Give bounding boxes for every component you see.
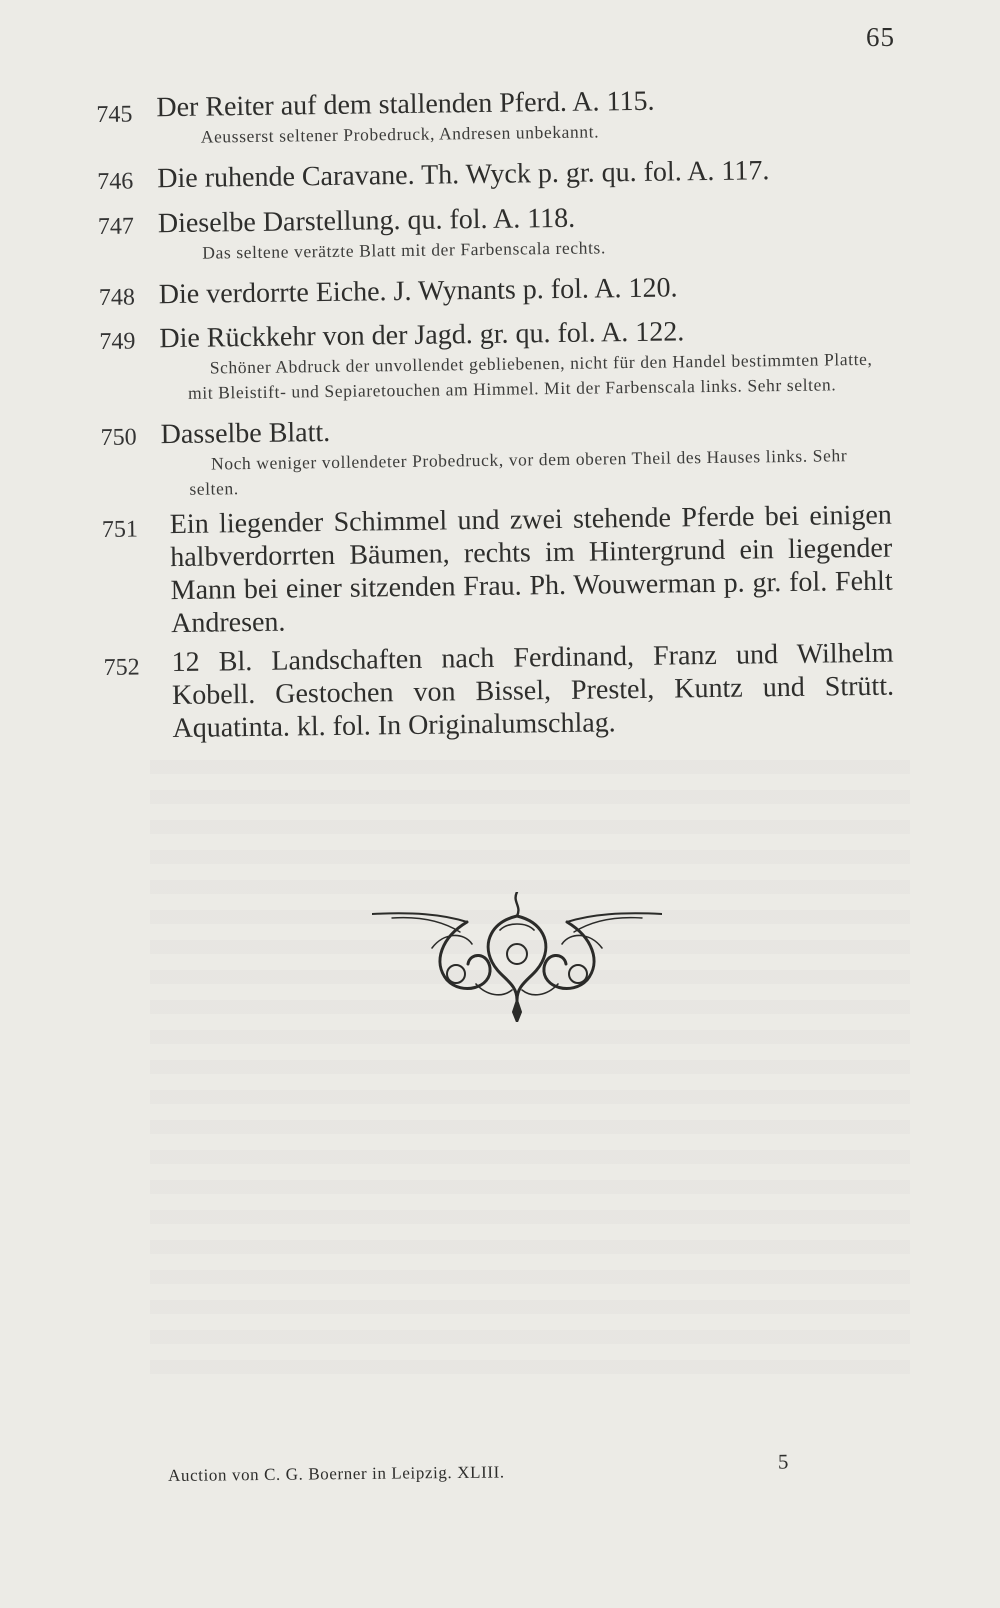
lot-title: 12 Bl. Landschaften nach Ferdinand, Franz und Wilhelm Kobell. Gestochen von Bissel, Prestel, Kuntz und Strütt. Aquatinta. kl. fol. In Originalumschlag.: [171, 637, 895, 745]
signature-mark: 5: [777, 1449, 790, 1474]
lot-title: Dasselbe Blatt.: [160, 416, 331, 451]
catalogue-entry-748: [99, 268, 909, 313]
lot-note: Das seltene verätzte Blatt mit der Farbenscala rechts.: [202, 237, 607, 263]
lot-title: Ein liegender Schimmel und zwei stehende Pferde bei einigen halbverdorrten Bäumen, rechts im Hintergrund ein liegender Mann bei einer sitzenden Frau. Ph. Wouwerman p. gr. fol. Fehlt Andresen.: [169, 499, 893, 640]
lot-note: Aeusserst seltener Probedruck, Andresen unbekannt.: [200, 121, 600, 147]
lot-number: 747: [97, 213, 135, 240]
lot-note: Schöner Abdruck der unvollendet gebliebenen, nicht für den Handel bestimmten Platte, mit Bleistift- und Sepiaretouchen am Himmel. Mit der Farbenscala links. Sehr selten.: [187, 348, 873, 403]
lot-number: 752: [103, 654, 140, 681]
catalogue-entry-746: [97, 152, 907, 197]
lot-number: 745: [96, 101, 133, 128]
lot-note: Noch weniger vollendeter Probedruck, vor dem oberen Theil des Hauses links. Sehr selten.: [189, 445, 848, 499]
show-through-from-reverse: [150, 760, 910, 1380]
lot-number: 750: [100, 424, 137, 451]
floral-vignette-ornament-icon: [372, 892, 662, 1022]
catalogue-entry-749: [99, 312, 910, 407]
lot-title: Der Reiter auf dem stallenden Pferd. A. 115.: [156, 85, 655, 124]
page-footer: [168, 1449, 798, 1486]
catalogue-entry-745: [96, 81, 907, 151]
catalogue-entries: [96, 69, 915, 746]
lot-title: Die verdorrte Eiche. J. Wynants p. fol. A. 120.: [158, 272, 678, 311]
lot-number: 748: [98, 284, 136, 311]
catalogue-entry-752: [103, 636, 914, 746]
lot-title: Dieselbe Darstellung. qu. fol. A. 118.: [157, 202, 576, 240]
catalogue-entry-747: [98, 197, 909, 267]
lot-title: Die ruhende Caravane. Th. Wyck p. gr. qu. fol. A. 117.: [157, 155, 770, 195]
lot-number: 749: [99, 328, 136, 355]
catalogue-entry-751: [102, 498, 914, 641]
imprint: Auction von C. G. Boerner in Leipzig. XLIII.: [168, 1462, 505, 1485]
lot-number: 751: [101, 516, 139, 543]
lot-title: Die Rückkehr von der Jagd. gr. qu. fol. A. 122.: [159, 316, 685, 355]
catalogue-entry-750: [100, 408, 911, 503]
lot-number: 746: [97, 168, 134, 195]
page-number: 65: [866, 22, 895, 52]
